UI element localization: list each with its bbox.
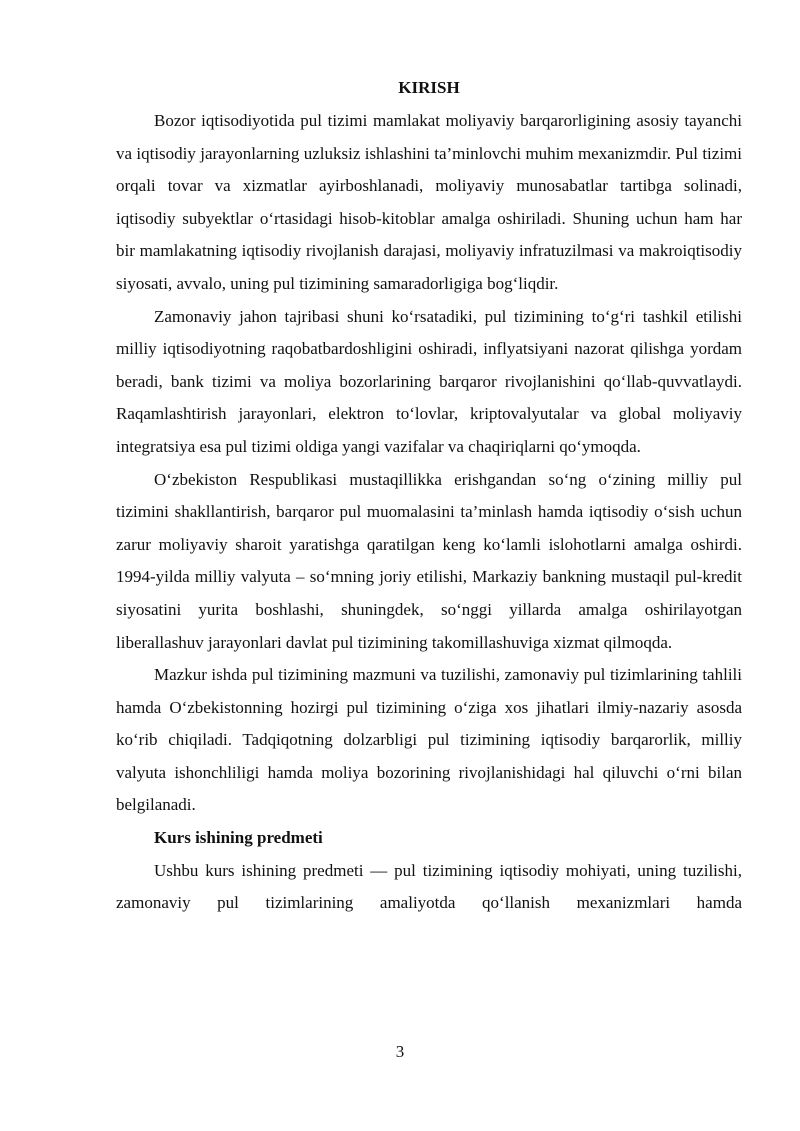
subsection-heading: Kurs ishining predmeti (154, 828, 323, 848)
document-page (116, 74, 742, 920)
paragraph-1: Bozor iqtisodiyotida pul tizimi mamlakat moliyaviy barqarorligining asosiy tayanchi va iqtisodiy jarayonlarning uzluksiz ishlashini ta’minlovchi muhim mexanizmdir. Pul tizimi orqali tovar va xizmatlar ayirboshlanadi, moliyaviy munosabatlar tartibga solinadi, iqtisodiy subyektlar o‘rtasidagi hisob-kitoblar amalga oshiriladi. Shuning uchun ham har bir mamlakatning iqtisodiy rivojlanish darajasi, moliyaviy infratuzilmasi va makroiqtisodiy siyosati, avvalo, uning pul tizimining samaradorligiga bog‘liqdir. (116, 111, 742, 293)
paragraph-3: O‘zbekiston Respublikasi mustaqillikka erishgandan so‘ng o‘zining milliy pul tizimini shakllantirish, barqaror pul muomalasini ta’minlash hamda iqtisodiy o‘sish uchun zarur moliyaviy sharoit yaratishga qaratilgan keng ko‘lamli islohotlarni amalga oshirdi. 1994-yilda milliy valyuta – so‘mning joriy etilishi, Markaziy bankning mustaqil pul-kredit siyosatini yurita boshlashi, shuningdek, so‘nggi yillarda amalga oshirilayotgan liberallashuv jarayonlari davlat pul tizimining takomillashuviga xizmat qilmoqda. (116, 469, 742, 652)
paragraph-4: Mazkur ishda pul tizimining mazmuni va tuzilishi, zamonaviy pul tizimlarining tahlili hamda O‘zbekistonning hozirgi pul tizimining o‘ziga xos jihatlari ilmiy-nazariy asosda ko‘rib chiqiladi. Tadqiqotning dolzarbligi pul tizimining iqtisodiy barqarorlik, milliy valyuta ishonchliligi hamda moliya bozorining rivojlanishidagi hal qiluvchi o‘rni bilan belgilanadi. (116, 665, 742, 815)
section-heading: KIRISH (398, 78, 460, 97)
page-number: 3 (395, 1042, 405, 1061)
paragraph-2: Zamonaviy jahon tajribasi shuni ko‘rsatadiki, pul tizimining to‘g‘ri tashkil etilishi milliy iqtisodiyotning raqobatbardoshligini oshiradi, inflyatsiyani nazorat qilishga yordam beradi, bank tizimi va moliya bozorlarining barqaror rivojlanishini qo‘llab-quvvatlaydi. Raqamlashtirish jarayonlari, elektron to‘lovlar, kriptovalyutalar va global moliyaviy integratsiya esa pul tizimi oldiga yangi vazifalar va chaqiriqlarni qo‘ymoqda. (116, 306, 742, 456)
paragraph-5: Ushbu kurs ishining predmeti — pul tizimining iqtisodiy mohiyati, uning tuzilishi, zamonaviy pul tizimlarining amaliyotda qo‘llanish mexanizmlari hamda (116, 860, 742, 913)
